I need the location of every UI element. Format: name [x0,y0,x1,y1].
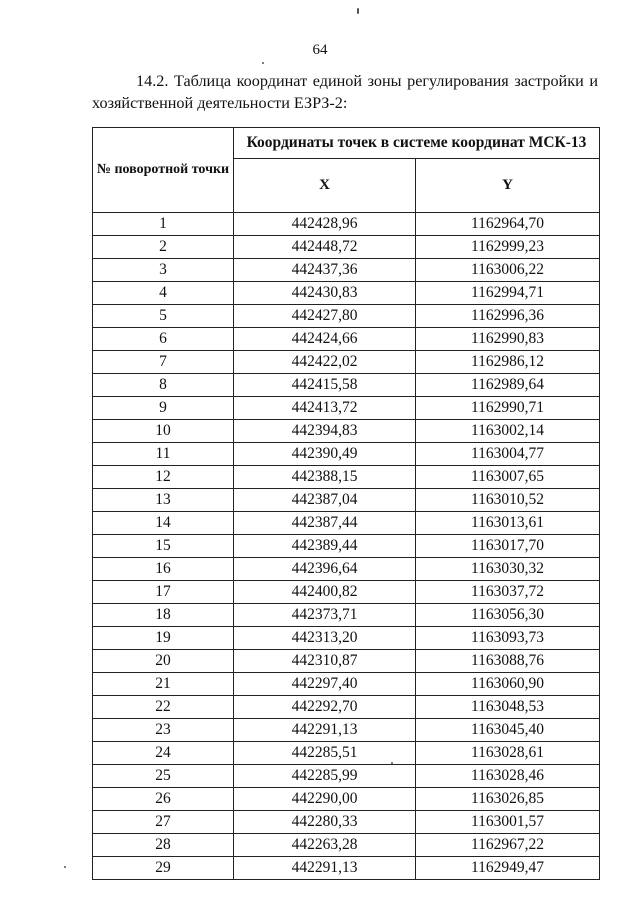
table-row [93,282,600,305]
table-row [93,236,600,259]
table-row [93,742,600,765]
x-coordinate-cell: 442427,80 [234,305,416,328]
point-number-cell: 11 [93,443,234,466]
x-coordinate-cell: 442424,66 [234,328,416,351]
table-row [93,328,600,351]
point-number-cell: 18 [93,604,234,627]
point-number-cell: 21 [93,673,234,696]
y-coordinate-cell: 1162964,70 [416,213,600,236]
point-number-cell: 23 [93,719,234,742]
x-coordinate-cell: 442394,83 [234,420,416,443]
y-coordinate-cell: 1163006,22 [416,259,600,282]
y-coordinate-cell: 1163004,77 [416,443,600,466]
y-coordinate-cell: 1163017,70 [416,535,600,558]
point-number-cell: 2 [93,236,234,259]
y-coordinate-cell: 1162986,12 [416,351,600,374]
table-row [93,788,600,811]
x-coordinate-cell: 442263,28 [234,834,416,857]
point-number-cell: 25 [93,765,234,788]
table-row [93,811,600,834]
point-number-cell: 4 [93,282,234,305]
x-coordinate-cell: 442388,15 [234,466,416,489]
table-row [93,374,600,397]
y-coordinate-cell: 1162990,83 [416,328,600,351]
table-row [93,834,600,857]
x-coordinate-cell: 442413,72 [234,397,416,420]
point-number-cell: 26 [93,788,234,811]
point-number-cell: 10 [93,420,234,443]
point-number-cell: 20 [93,650,234,673]
y-coordinate-cell: 1163045,40 [416,719,600,742]
y-coordinate-cell: 1163060,90 [416,673,600,696]
table-row [93,535,600,558]
table-row [93,673,600,696]
table-row [93,213,600,236]
table-row [93,397,600,420]
table-row [93,581,600,604]
point-number-cell: 7 [93,351,234,374]
x-coordinate-cell: 442297,40 [234,673,416,696]
x-coordinate-cell: 442390,49 [234,443,416,466]
point-number-cell: 16 [93,558,234,581]
x-column-header: X [234,159,416,213]
point-number-cell: 24 [93,742,234,765]
scan-speck [391,762,393,764]
x-coordinate-cell: 442292,70 [234,696,416,719]
point-number-cell: 15 [93,535,234,558]
coordinates-table [92,127,600,880]
y-coordinate-cell: 1163026,85 [416,788,600,811]
heading-line-1: 14.2. Таблица координат единой зоны регулирования застройки и [136,72,598,90]
table-heading [92,70,598,114]
heading-line-2: хозяйственной деятельности ЕЗРЗ-2: [92,94,348,112]
y-coordinate-cell: 1163013,61 [416,512,600,535]
y-coordinate-cell: 1162967,22 [416,834,600,857]
y-coordinate-cell: 1163028,46 [416,765,600,788]
table-row [93,443,600,466]
scan-speck [357,8,359,14]
y-coordinate-cell: 1163007,65 [416,466,600,489]
y-coordinate-cell: 1163028,61 [416,742,600,765]
point-number-cell: 19 [93,627,234,650]
y-coordinate-cell: 1163002,14 [416,420,600,443]
point-number-cell: 22 [93,696,234,719]
x-coordinate-cell: 442400,82 [234,581,416,604]
table-row [93,558,600,581]
x-coordinate-cell: 442396,64 [234,558,416,581]
x-coordinate-cell: 442387,44 [234,512,416,535]
x-coordinate-cell: 442310,87 [234,650,416,673]
x-coordinate-cell: 442389,44 [234,535,416,558]
y-coordinate-cell: 1163056,30 [416,604,600,627]
table-row [93,351,600,374]
y-coordinate-cell: 1163037,72 [416,581,600,604]
point-number-cell: 3 [93,259,234,282]
x-coordinate-cell: 442285,99 [234,765,416,788]
x-coordinate-cell: 442387,04 [234,489,416,512]
point-number-cell: 17 [93,581,234,604]
x-coordinate-cell: 442290,00 [234,788,416,811]
y-coordinate-cell: 1163093,73 [416,627,600,650]
table-row [93,719,600,742]
table-row [93,627,600,650]
table-row [93,466,600,489]
point-number-cell: 29 [93,857,234,880]
x-coordinate-cell: 442415,58 [234,374,416,397]
y-column-header: Y [416,159,600,213]
page-number: 64 [312,42,328,58]
y-coordinate-cell: 1163088,76 [416,650,600,673]
point-number-cell: 6 [93,328,234,351]
table-row [93,420,600,443]
y-coordinate-cell: 1162996,36 [416,305,600,328]
table-body [93,213,600,880]
y-coordinate-cell: 1163010,52 [416,489,600,512]
scan-speck [64,866,66,868]
y-coordinate-cell: 1162994,71 [416,282,600,305]
x-coordinate-cell: 442291,13 [234,719,416,742]
point-number-cell: 13 [93,489,234,512]
point-number-cell: 9 [93,397,234,420]
table-row [93,604,600,627]
coordinate-system-header: Координаты точек в системе координат МСК-13 [234,128,600,159]
point-number-cell: 28 [93,834,234,857]
x-coordinate-cell: 442437,36 [234,259,416,282]
point-number-cell: 12 [93,466,234,489]
point-number-cell: 14 [93,512,234,535]
table-row [93,512,600,535]
table-row [93,259,600,282]
table-row [93,765,600,788]
y-coordinate-cell: 1162999,23 [416,236,600,259]
x-coordinate-cell: 442313,20 [234,627,416,650]
x-coordinate-cell: 442291,13 [234,857,416,880]
table-row [93,696,600,719]
y-coordinate-cell: 1162989,64 [416,374,600,397]
x-coordinate-cell: 442448,72 [234,236,416,259]
y-coordinate-cell: 1162949,47 [416,857,600,880]
point-number-header: № поворотной точки [93,128,234,213]
x-coordinate-cell: 442428,96 [234,213,416,236]
x-coordinate-cell: 442373,71 [234,604,416,627]
y-coordinate-cell: 1163048,53 [416,696,600,719]
point-number-cell: 8 [93,374,234,397]
table-row [93,489,600,512]
table-row [93,650,600,673]
x-coordinate-cell: 442430,83 [234,282,416,305]
table-row [93,305,600,328]
y-coordinate-cell: 1163001,57 [416,811,600,834]
x-coordinate-cell: 442285,51 [234,742,416,765]
y-coordinate-cell: 1163030,32 [416,558,600,581]
point-number-cell: 5 [93,305,234,328]
x-coordinate-cell: 442422,02 [234,351,416,374]
x-coordinate-cell: 442280,33 [234,811,416,834]
table-row [93,857,600,880]
y-coordinate-cell: 1162990,71 [416,397,600,420]
scan-speck [262,62,264,64]
point-number-cell: 1 [93,213,234,236]
point-number-cell: 27 [93,811,234,834]
